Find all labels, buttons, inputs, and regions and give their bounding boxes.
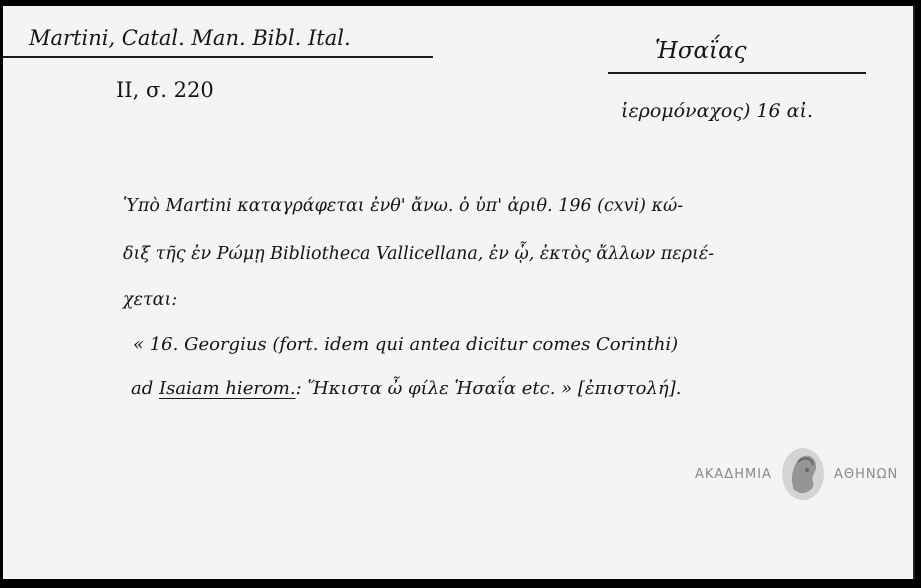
watermark-left-text: ΑΚΑΔΗΜΙΑ <box>695 466 772 482</box>
body-line-2: διξ τῆς ἐν Ρώμῃ Bibliotheca Vallicellana, ἐν ᾧ, ἐκτὸς ἄλλων περιέ- <box>123 244 715 264</box>
volume-page: II, σ. 220 <box>116 78 214 102</box>
item-line-2-underlined: Isaiam hierom. <box>158 378 296 399</box>
name-heading: Ἡσαΐας <box>655 38 747 64</box>
name-rule <box>608 72 866 74</box>
item-line-2-suffix: : Ἥκιστα ὦ φίλε Ἡσαΐα etc. » [ἐπιστολή]. <box>295 378 682 399</box>
item-line-1: « 16. Georgius (fort. idem qui antea dicitur comes Corinthi) <box>133 334 679 355</box>
title-century: ἱερομόναχος) 16 αἰ. <box>621 100 814 122</box>
body-line-3: χεται: <box>123 290 178 310</box>
item-line-2-prefix: ad <box>131 378 159 399</box>
catalog-card <box>3 6 915 579</box>
item-line-2 <box>131 378 681 399</box>
academy-watermark <box>695 446 898 502</box>
watermark-right-text: ΑΘΗΝΩΝ <box>833 466 899 482</box>
reference-text: Martini, Catal. Man. Bibl. Ital. <box>29 26 351 50</box>
body-line-1: Ὑπὸ Martini καταγράφεται ἐνθ' ἄνω. ὁ ὑπ' ἀριθ. 196 (cxvi) κώ- <box>123 196 684 216</box>
reference-rule <box>3 56 433 58</box>
athena-head-seal-icon <box>780 446 826 502</box>
